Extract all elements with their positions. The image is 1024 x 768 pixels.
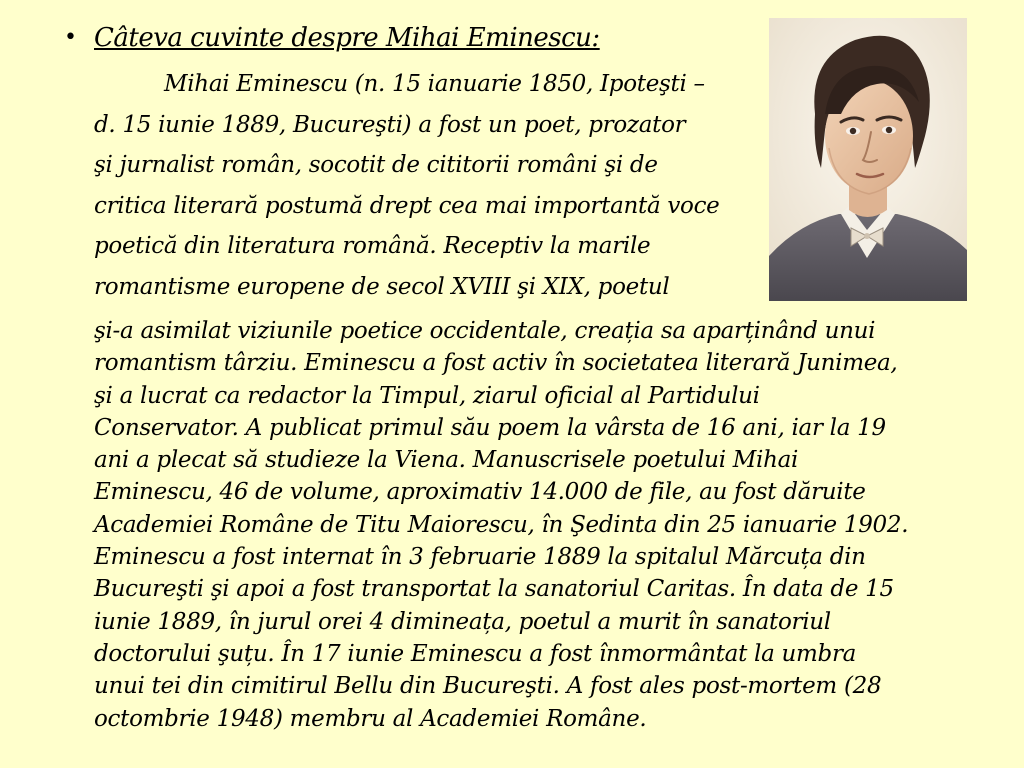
text-line: Eminescu a fost internat în 3 februarie 1889 la spitalul Mărcuța din (94, 544, 866, 571)
portrait-image (769, 18, 967, 301)
text-line: Mihai Eminescu (n. 15 ianuarie 1850, Ipoteşti – (164, 71, 705, 97)
text-line: romantism târziu. Eminescu a fost activ în societatea literară Junimea, (94, 350, 898, 377)
slide-heading: Câteva cuvinte despre Mihai Eminescu: (94, 23, 600, 53)
bullet-marker: • (64, 25, 77, 50)
biography-intro (94, 64, 720, 308)
text-line: Eminescu, 46 de volume, aproximativ 14.000 de file, au fost dăruite (94, 479, 866, 506)
text-line: şi jurnalist român, socotit de cititorii români şi de (94, 152, 658, 179)
text-line: Conservator. A publicat primul său poem la vârsta de 16 ani, iar la 19 (94, 414, 886, 441)
portrait-illustration (769, 18, 967, 301)
text-line: critica literară postumă drept cea mai importantă voce (94, 192, 720, 219)
text-line: doctorului şuțu. În 17 iunie Eminescu a fost înmormântat la umbra (94, 640, 857, 667)
text-line: ani a plecat să studieze la Viena. Manuscrisele poetului Mihai (94, 447, 799, 474)
biography-body (94, 315, 964, 735)
text-line: iunie 1889, în jurul orei 4 dimineața, poetul a murit în sanatoriul (94, 608, 831, 635)
text-line: unui tei din cimitirul Bellu din Bucureşti. A fost ales post-mortem (28 (94, 673, 882, 700)
text-line: d. 15 iunie 1889, Bucureşti) a fost un poet, prozator (94, 111, 686, 138)
text-line: romantisme europene de secol XVIII şi XIX, poetul (94, 273, 670, 300)
text-line: şi-a asimilat viziunile poetice occidentale, creația sa aparținând unui (94, 318, 876, 344)
text-line: şi a lucrat ca redactor la Timpul, ziarul oficial al Partidului (94, 382, 760, 409)
text-line: poetică din literatura română. Receptiv la marile (94, 233, 651, 260)
text-line: Academiei Române de Titu Maiorescu, în Şedinta din 25 ianuarie 1902. (94, 511, 909, 538)
text-line: octombrie 1948) membru al Academiei Române. (94, 705, 647, 732)
text-line: Bucureşti şi apoi a fost transportat la sanatoriul Caritas. În data de 15 (94, 576, 894, 603)
